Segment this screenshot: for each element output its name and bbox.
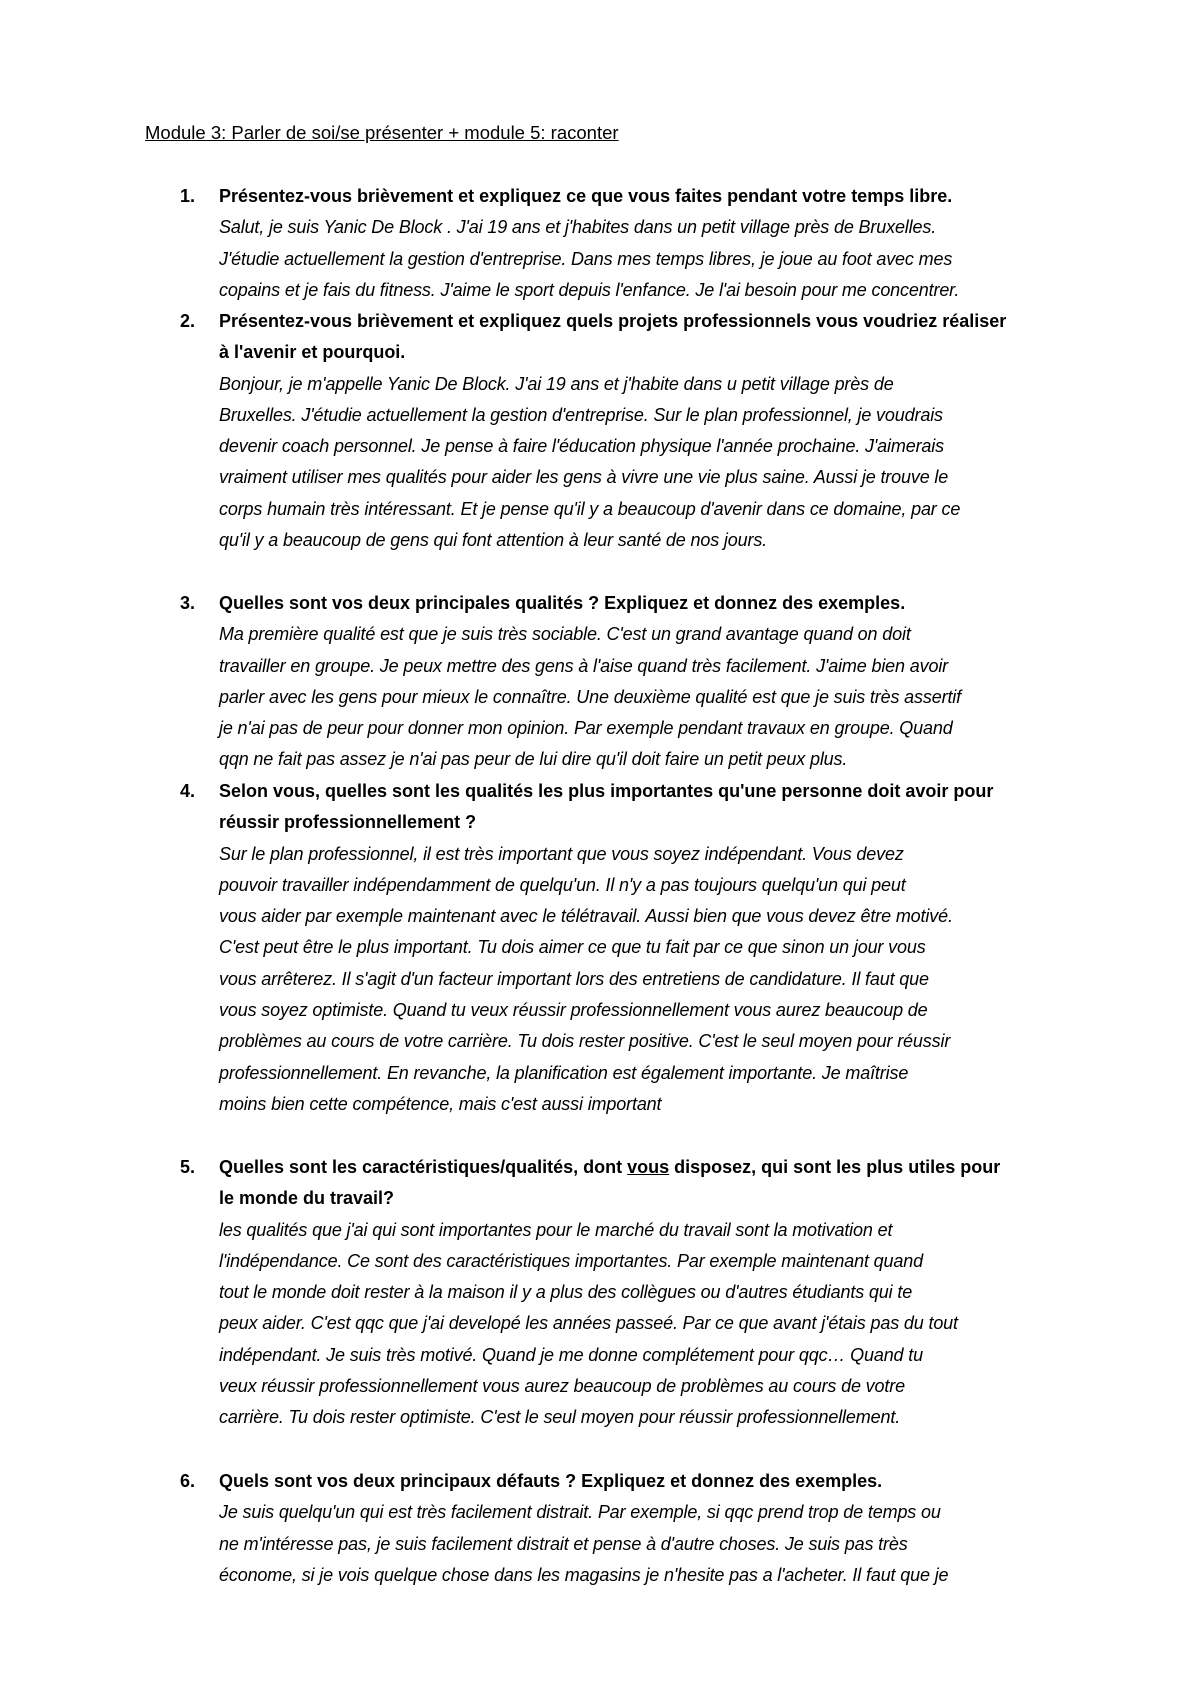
question-number: 4. [180, 781, 196, 801]
answer-text: Ma première qualité est que je suis très sociable. C'est un grand avantage quand on doit travailler en groupe. Je peux mettre des gens à l'aise quand très facilement. J'aime bien avoir parler avec les gens pour mieux le connaître. Une deuxième qualité est que je suis très assertif je n'ai pas de peur pour donner mon opinion. Par exemple pendant travaux en groupe. Quand qqn ne fait pas assez je n'ai pas peur de lui dire qu'il doit faire un petit peux plus. [219, 624, 961, 770]
question-text: Quelles sont les caractéristiques/qualités, dont vous disposez, qui sont les plus utiles pour le monde du travail? [219, 1157, 1001, 1209]
question-text: Quelles sont vos deux principales qualités ? Expliquez et donnez des exemples. [219, 593, 906, 613]
answer-text: les qualités que j'ai qui sont importantes pour le marché du travail sont la motivation et l'indépendance. Ce sont des caractéristiques importantes. Par exemple maintenant quand tout le monde doit rester à la maison il y a plus des collègues ou d'autres étudiants qui te peux aider. C'est qqc que j'ai developé les années passeé. Par ce que avant j'étais pas du tout indépendant. Je suis très motivé. Quand je me donne complétement pour qqc… Quand tu veux réussir professionnellement vous aurez beaucoup de problèmes au cours de votre carrière. Tu dois rester optimiste. C'est le seul moyen pour réussir professionnellement. [219, 1219, 958, 1428]
question-text: Selon vous, quelles sont les qualités les plus importantes qu'une personne doit avoir pour réussir professionnellement ? [219, 781, 994, 833]
answer-text: Je suis quelqu'un qui est très facilement distrait. Par exemple, si qqc prend trop de temps ou ne m'intéresse pas, je suis facilement distrait et pense à d'autre choses. Je suis pas très économe, si je vois quelque chose dans les magasins je n'hesite pas a l'acheter. Il faut que je [219, 1502, 949, 1585]
question-text: Présentez-vous brièvement et expliquez quels projets professionnels vous voudriez réaliser à l'avenir et pourquoi. [219, 311, 1007, 363]
question-text: Présentez-vous brièvement et expliquez ce que vous faites pendant votre temps libre. [219, 186, 953, 206]
question-number: 2. [180, 311, 196, 331]
underlined-word: vous [627, 1157, 670, 1177]
question-number: 6. [180, 1471, 196, 1491]
question-text: Quels sont vos deux principaux défauts ? Expliquez et donnez des exemples. [219, 1471, 883, 1491]
document-title: Module 3: Parler de soi/se présenter + module 5: raconter [145, 122, 619, 143]
question-number: 3. [180, 593, 196, 613]
question-number: 5. [180, 1157, 196, 1177]
question-number: 1. [180, 186, 196, 206]
answer-text: Salut, je suis Yanic De Block . J'ai 19 ans et j'habites dans un petit village près de Bruxelles. J'étudie actuellement la gestion d'entreprise. Dans mes temps libres, je joue au foot avec mes copains et je fais du fitness. J'aime le sport depuis l'enfance. Je l'ai besoin pour me concentrer. [219, 217, 960, 300]
answer-text: Sur le plan professionnel, il est très important que vous soyez indépendant. Vous devez pouvoir travailler indépendamment de quelqu'un. Il n'y a pas toujours quelqu'un qui peut vous aider par exemple maintenant avec le télétravail. Aussi bien que vous devez être motivé. C'est peut être le plus important. Tu dois aimer ce que tu fait par ce que sinon un jour vous vous arrêterez. Il s'agit d'un facteur important lors des entretiens de candidature. Il faut que vous soyez optimiste. Quand tu veux réussir professionnellement vous aurez beaucoup de problèmes au cours de votre carrière. Tu dois rester positive. C'est le seul moyen pour réussir professionnellement. En revanche, la planification est également importante. Je maîtrise moins bien cette compétence, mais c'est aussi important [219, 843, 953, 1114]
answer-text: Bonjour, je m'appelle Yanic De Block. J'ai 19 ans et j'habite dans u petit village près de Bruxelles. J'étudie actuellement la gestion d'entreprise. Sur le plan professionnel, je voudrais devenir coach personnel. Je pense à faire l'éducation physique l'année prochaine. J'aimerais vraiment utiliser mes qualités pour aider les gens à vivre une vie plus saine. Aussi je trouve le corps humain très intéressant. Et je pense qu'il y a beaucoup d'avenir dans ce domaine, par ce qu'il y a beaucoup de gens qui font attention à leur santé de nos jours. [219, 373, 961, 551]
